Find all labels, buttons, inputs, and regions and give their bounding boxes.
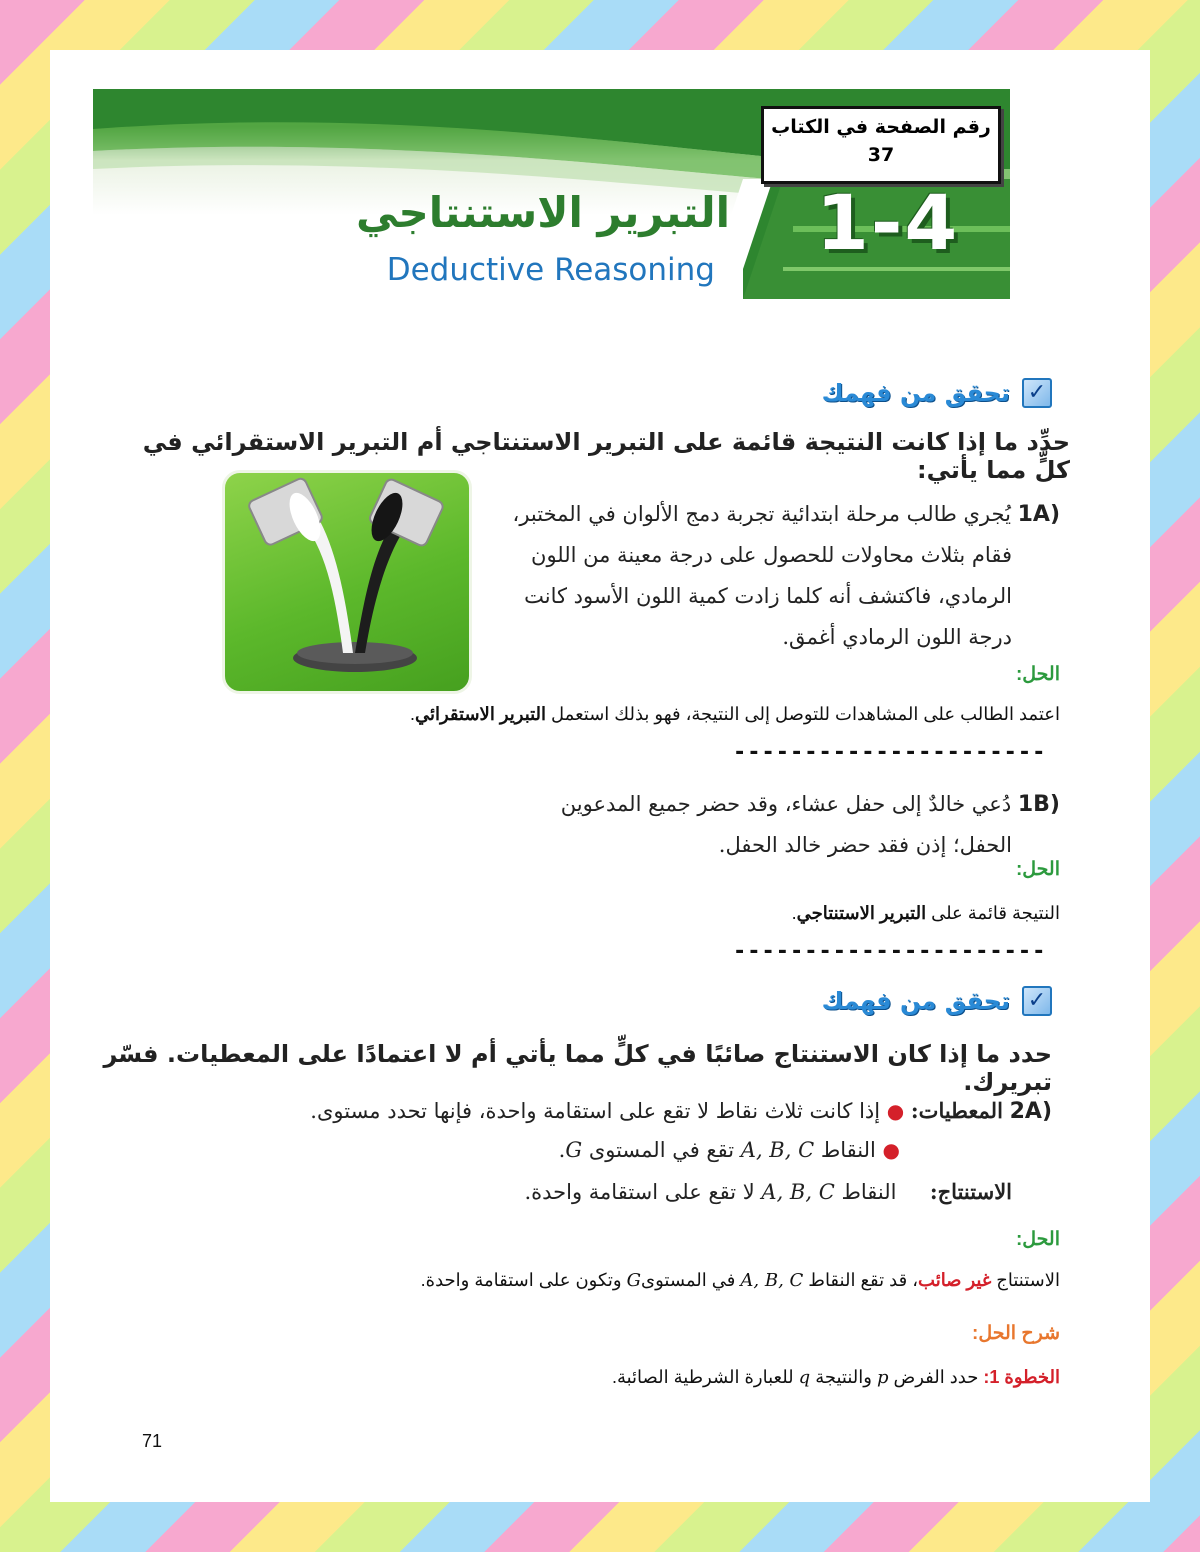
question-1a [360, 494, 1060, 658]
check-understanding-label: تحقق من فهمك [821, 379, 1010, 407]
step-1-label: الخطوة 1: [983, 1367, 1060, 1387]
check-understanding-header-1 [822, 378, 1052, 408]
given-2-points: A, B, C [740, 1138, 815, 1162]
conclusion-label: الاستنتاج: [929, 1179, 1012, 1204]
question-1b-line: الحفل؛ إذن فقد حضر خالد الحفل. [718, 833, 1012, 857]
answer-2a-text: في المستوى [641, 1270, 741, 1290]
lesson-number: 1-4 [816, 178, 960, 267]
question-1a-line: يُجري طالب مرحلة ابتدائية تجربة دمج الألوان في المختبر، [512, 502, 1011, 526]
checkbox-icon: ✓ [1022, 986, 1052, 1016]
bullet-icon: ● [886, 1099, 905, 1123]
question-1a-line: الرمادي، فاكتشف أنه كلما زادت كمية اللون الأسود كانت [524, 584, 1012, 608]
page-reference-label: رقم الصفحة في الكتاب [771, 116, 991, 138]
question-1a-line: فقام بثلاث محاولات للحصول على درجة معينة من اللون [531, 543, 1012, 567]
conclusion-a: النقاط [841, 1180, 897, 1204]
step-1-text: حدد الفرض [888, 1367, 984, 1387]
lesson-title-english: Deductive Reasoning [386, 252, 715, 288]
conclusion-points: A, B, C [761, 1180, 835, 1204]
question-1a-line: درجة اللون الرمادي أغمق. [782, 625, 1012, 649]
solution-label-2a: الحل: [1015, 1229, 1060, 1250]
answer-2a-red: غير صائب [918, 1270, 992, 1290]
page-reference-box [761, 106, 1001, 184]
question-1b-line: دُعي خالدٌ إلى حفل عشاء، وقد حضر جميع المدعوين [560, 792, 1012, 816]
lesson-title-arabic: التبرير الاستنتاجي [355, 188, 730, 237]
givens-label: المعطيات: [910, 1098, 1003, 1123]
step-1-text: للعبارة الشرطية الصائبة. [611, 1367, 799, 1387]
answer-1b-bold: التبرير الاستنتاجي [796, 903, 927, 923]
solution-label-1b: الحل: [1015, 859, 1060, 880]
check-understanding-label: تحقق من فهمك [821, 987, 1010, 1015]
answer-2a-text: الاستنتاج [991, 1270, 1060, 1290]
bullet-icon: ● [882, 1138, 900, 1162]
explanation-label: شرح الحل: [972, 1323, 1060, 1344]
answer-2a-plane: G [626, 1270, 642, 1291]
answer-1b-suffix: . [791, 903, 797, 923]
answer-1a-text: اعتمد الطالب على المشاهدات للتوصل إلى النتيجة، فهو بذلك استعمل [546, 704, 1060, 724]
given-2-plane: G [565, 1138, 583, 1162]
answer-1a-suffix: . [409, 704, 415, 724]
conclusion-b: لا تقع على استقامة واحدة. [524, 1180, 755, 1204]
given-2-b: تقع في المستوى [588, 1138, 735, 1162]
section1-instruction: حدِّد ما إذا كانت النتيجة قائمة على التبرير الاستنتاجي أم التبرير الاستقرائي في كلٍّ مما يأتي: [142, 428, 1070, 484]
answer-2a [160, 1270, 1060, 1291]
answer-1a [160, 704, 1060, 725]
solution-label-1a: الحل: [1015, 664, 1060, 685]
answer-2a-text: ، قد تقع النقاط [803, 1270, 919, 1290]
answer-1a-bold: التبرير الاستقرائي [414, 704, 547, 724]
step-1-q: q [798, 1367, 811, 1388]
given-2-end: . [558, 1138, 566, 1162]
question-1b-label: 1B) [1017, 792, 1060, 817]
answer-2a-points: A, B, C [740, 1270, 804, 1291]
check-understanding-header-2 [822, 986, 1052, 1016]
given-1: إذا كانت ثلاث نقاط لا تقع على استقامة واحدة، فإنها تحدد مستوى. [310, 1099, 881, 1123]
section2-instruction: حدد ما إذا كان الاستنتاج صائبًا في كلٍّ مما يأتي أم لا اعتمادًا على المعطيات. فسّر تبريرك. [103, 1040, 1052, 1096]
checkbox-icon: ✓ [1022, 378, 1052, 408]
question-2a [152, 1092, 1052, 1211]
divider-2: ---------------------- [733, 939, 1047, 964]
answer-2a-text: وتكون على استقامة واحدة. [420, 1270, 627, 1290]
given-2-a: النقاط [820, 1138, 876, 1162]
answer-1b-text: النتيجة قائمة على [926, 903, 1060, 923]
divider-1: ---------------------- [733, 740, 1047, 765]
question-2a-label: 2A) [1009, 1099, 1052, 1124]
step-1-text: والنتيجة [810, 1367, 877, 1387]
question-1a-label: 1A) [1017, 502, 1060, 527]
question-1b [360, 784, 1060, 866]
page-number: 71 [142, 1431, 163, 1451]
answer-1b [160, 903, 1060, 924]
page-reference-number: 37 [867, 144, 895, 166]
step-1 [160, 1367, 1060, 1388]
step-1-p: p [876, 1367, 889, 1388]
